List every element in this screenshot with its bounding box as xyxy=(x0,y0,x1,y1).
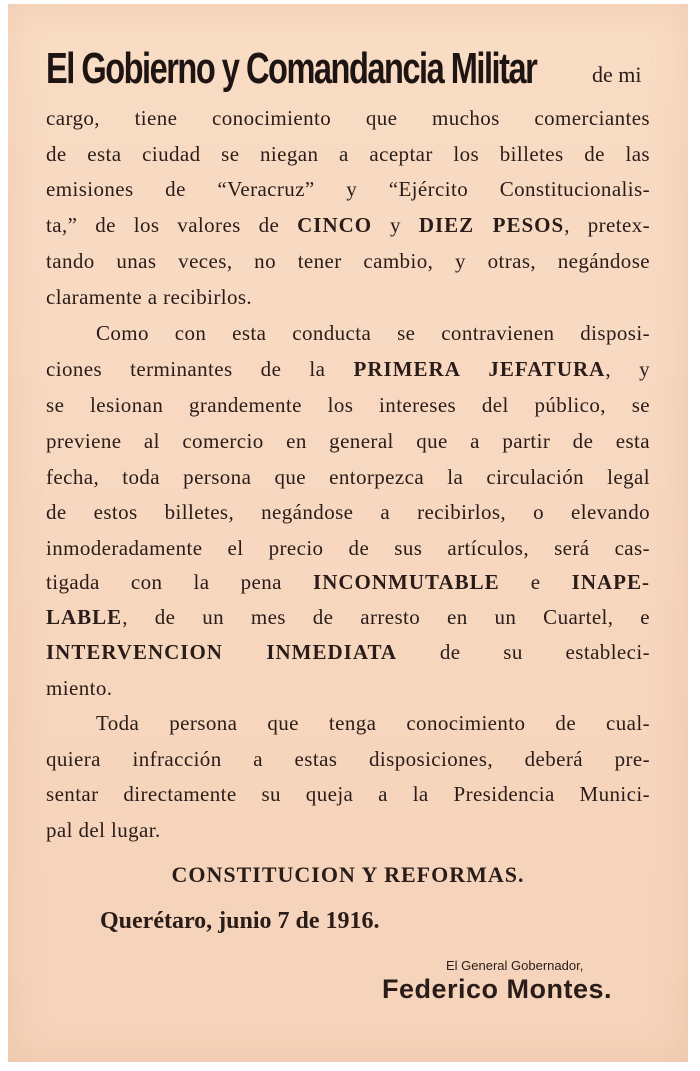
motto: CONSTITUCION Y REFORMAS. xyxy=(171,862,525,887)
p2-line-1: Como con esta conducta se contravienen disposi- xyxy=(96,321,650,345)
p1-line-4: ta,” de los valores de CINCO y DIEZ PESOS, pretex- xyxy=(46,213,650,237)
p2-line-5: fecha, toda persona que entorpezca la circulación legal xyxy=(46,465,650,489)
p1-line-1: cargo, tiene conocimiento que muchos comerciantes xyxy=(46,106,650,130)
p1-line-2: de esta ciudad se niegan a aceptar los billetes de las xyxy=(46,142,650,166)
headline-tail: de mi xyxy=(592,62,642,87)
p2-line-10: INTERVENCION INMEDIATA de su estableci- xyxy=(46,640,650,664)
headline-main: El Gobierno y Comandancia Militar xyxy=(46,44,537,93)
p1-line-6: claramente a recibirlos. xyxy=(46,285,253,309)
p3-line-1: Toda persona que tenga conocimiento de cual- xyxy=(96,711,650,735)
p3-line-2: quiera infracción a estas disposiciones, deberá pre- xyxy=(46,747,650,771)
p2-line-8: tigada con la pena INCONMUTABLE e INAPE- xyxy=(46,570,650,594)
proclamation-sheet xyxy=(8,4,688,1062)
signature-name: Federico Montes. xyxy=(382,974,613,1004)
p2-line-9: LABLE, de un mes de arresto en un Cuartel, e xyxy=(46,605,650,629)
p2-line-11: miento. xyxy=(46,676,113,700)
date-line: Querétaro, junio 7 de 1916. xyxy=(100,908,380,934)
headline xyxy=(46,44,666,94)
p2-line-4: previene al comercio en general que a partir de esta xyxy=(46,429,650,453)
p2-line-3: se lesionan grandemente los intereses del público, se xyxy=(46,393,650,417)
p2-line-2: ciones terminantes de la PRIMERA JEFATURA, y xyxy=(46,357,651,381)
p2-line-7: inmoderadamente el precio de sus artículos, será cas- xyxy=(46,536,650,560)
p2-line-6: de estos billetes, negándose a recibirlos, o elevando xyxy=(46,500,650,524)
p1-line-5: tando unas veces, no tener cambio, y otras, negándose xyxy=(46,249,650,273)
p3-line-3: sentar directamente su queja a la Presidencia Munici- xyxy=(46,782,650,806)
p3-line-4: pal del lugar. xyxy=(46,818,161,842)
signature-title: El General Gobernador, xyxy=(446,958,584,973)
p1-line-3: emisiones de “Veracruz” y “Ejército Constitucionalis- xyxy=(46,177,650,201)
